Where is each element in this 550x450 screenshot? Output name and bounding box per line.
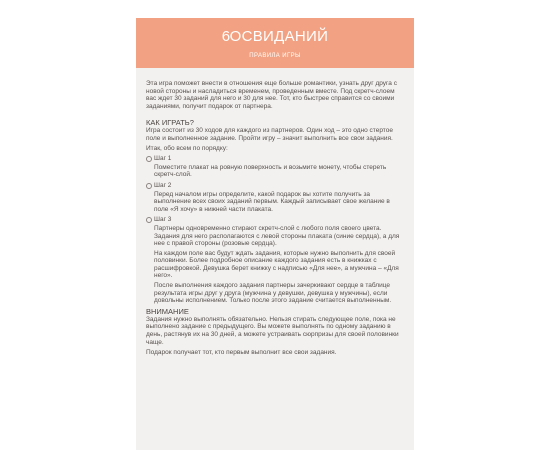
step-label: Шаг 1: [154, 155, 172, 163]
step-3-text-2: На каждом поле вас будут ждать задания, которые нужно выполнить для своей половинки. Более подробное описание каждого задания есть в книжках с расшифровкой. Девушка берет книжку с надписью «Для нее», а мужчина – «Для него».: [154, 249, 399, 280]
attention-heading: ВНИМАНИЕ: [146, 306, 189, 316]
bullet-icon: [146, 217, 152, 223]
logo-number: 6: [221, 28, 230, 45]
step-label: Шаг 3: [154, 216, 172, 224]
page-subtitle: ПРАВИЛА ИГРЫ: [249, 53, 301, 59]
bullet-icon: [146, 156, 152, 162]
logo-text: ОСВИДАНИЙ: [229, 28, 329, 45]
intro-paragraph: Эта игра поможет внести в отношения еще больше романтики, узнать друг друга с новой стороны и насладиться временем, проведенным вместе. Под скретч-слоем вас ждет 30 заданий для него и 30 для нее. Тот, кто быстрее справится со своими заданиями, получит подарок от партнера.: [146, 80, 397, 110]
how-to-play-heading: КАК ИГРАТЬ?: [146, 118, 194, 128]
step-3-text-3: После выполнения каждого задания партнеры зачеркивают сердце в таблице результата игры друг у друга (мужчина у девушки, девушка у мужчины), если довольны исполнением. Только после этого задание считается выполненным.: [154, 282, 392, 305]
step-1: [146, 155, 404, 163]
header-banner: [136, 18, 414, 68]
step-3-text-1: Партнеры одновременно стирают скретч-слой с любого поля своего цвета. Задания для него располагаются с левой стороны плаката (синие сердца), а для нее с правой стороны (розовые сердца).: [154, 224, 400, 248]
attention-text: Задания нужно выполнять обязательно. Нельзя стирать следующее поле, пока не выполнено задание с предыдущего. Вы можете выполнять по одному заданию в день, растянув их на 30 дней, а можете устраивать сюрпризы для своей половинки чаще.: [146, 315, 399, 346]
bullet-icon: [146, 183, 152, 189]
step-3: [146, 216, 404, 224]
logo: [136, 18, 414, 45]
step-label: Шаг 2: [154, 181, 172, 189]
rules-content: [136, 68, 414, 357]
step-1-text: Поместите плакат на ровную поверхность и возьмите монету, чтобы стереть скретч-слой.: [154, 163, 387, 179]
order-text: Итак, обо всем по порядку:: [146, 144, 228, 152]
rules-card: [136, 18, 414, 450]
final-text: Подарок получает тот, кто первым выполнит все свои задания.: [146, 349, 337, 357]
step-2: [146, 182, 404, 190]
step-2-text: Перед началом игры определите, какой подарок вы хотите получить за выполнение всех своих заданий первым. Каждый записывает свое желание в поле «Я хочу» в нижней части плаката.: [154, 190, 390, 213]
how-to-play-text: Игра состоит из 30 ходов для каждого из партнеров. Один ход – это одно стертое поле и выполненное задание. Пройти игру – значит выполнить все свои задания.: [146, 127, 393, 142]
